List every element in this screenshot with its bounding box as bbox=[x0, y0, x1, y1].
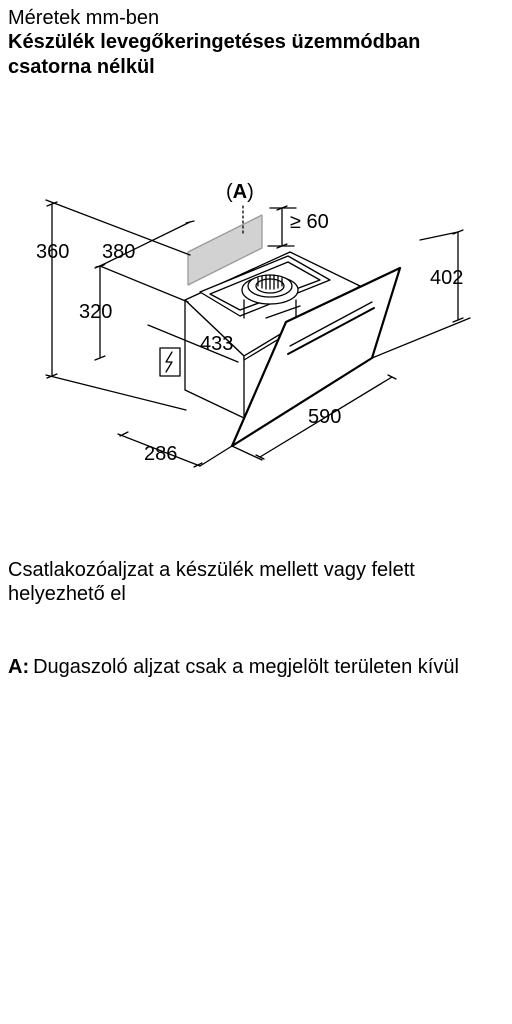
label-height-body: 320 bbox=[79, 301, 113, 323]
label-socket-area: (A) bbox=[226, 181, 254, 203]
units-subtitle: Méretek mm-ben bbox=[8, 7, 160, 29]
label-min-clearance: ≥ 60 bbox=[290, 211, 329, 233]
height-total-dimension bbox=[46, 200, 190, 410]
socket-symbol bbox=[160, 348, 180, 376]
legend-key: A: bbox=[8, 656, 30, 678]
label-height-total: 360 bbox=[36, 241, 70, 263]
label-depth-top: 380 bbox=[102, 241, 136, 263]
label-depth-inner: 433 bbox=[200, 333, 234, 355]
dimension-drawing bbox=[0, 160, 512, 480]
label-width-front: 590 bbox=[308, 406, 342, 428]
legend-item-a bbox=[8, 655, 508, 679]
legend-text: Dugaszoló aljzat csak a megjelölt területen kívül bbox=[33, 656, 459, 678]
page-title: Készülék levegőkeringetéses üzemmódban csatorna nélkül bbox=[8, 31, 421, 78]
label-depth-bottom: 286 bbox=[144, 443, 178, 465]
label-height-front: 402 bbox=[430, 267, 464, 289]
socket-placement-note: Csatlakozóaljzat a készülék mellett vagy felett helyezhető el bbox=[8, 559, 415, 605]
